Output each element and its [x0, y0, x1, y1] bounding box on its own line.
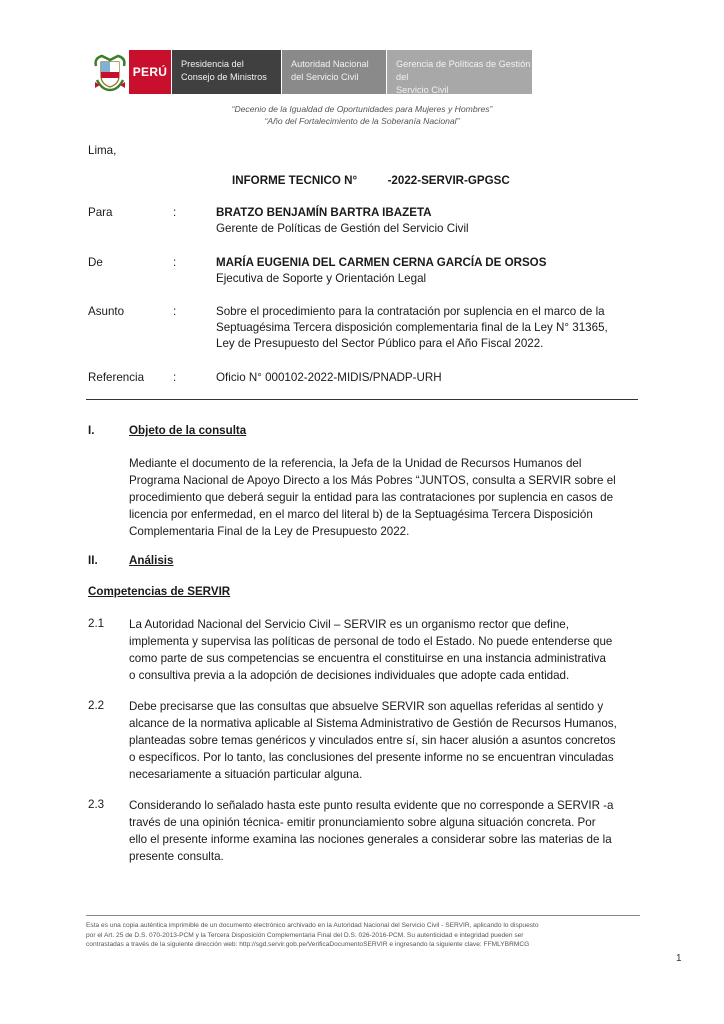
footer-line: Esta es una copia auténtica imprimible de un documento electrónico archivado en la Autoridad Nacional del Servicio Civil - SERVIR, aplicando lo dispuesto	[86, 922, 539, 929]
header-entity-line: Consejo de Ministros	[181, 72, 267, 82]
header-entity-servir	[282, 50, 386, 94]
paragraph-number: 2.3	[88, 798, 105, 811]
informe-code: -2022-SERVIR-GPGSC	[387, 174, 510, 187]
paragraph-line: procedimiento que deberá seguir la entidad para las contrataciones por suplencia en casos de	[129, 491, 614, 504]
footer-line: contrastadas a través de la siguiente dirección web: http://sgd.servir.gob.pe/VerificaDocumentoSERVIR e ingresando la siguiente clave: FFMLYBRMCG	[86, 941, 530, 949]
colon: :	[173, 371, 177, 384]
paragraph-2-2	[129, 698, 637, 783]
para-value	[216, 205, 636, 236]
section-title: Análisis	[129, 554, 174, 567]
asunto-line: Sobre el procedimiento para la contratación por suplencia en el marco de la	[216, 305, 605, 318]
paragraph-2-1	[129, 616, 637, 684]
section-number: II.	[88, 554, 98, 567]
asunto-value	[216, 304, 636, 352]
authenticity-footer	[86, 915, 640, 950]
asunto-line: Ley de Presupuesto del Sector Público para el Año Fiscal 2022.	[216, 337, 544, 350]
para-label: Para	[88, 206, 113, 219]
section-title: Objeto de la consulta	[129, 424, 247, 437]
paragraph-objeto	[129, 455, 637, 540]
header-entity-line: Autoridad Nacional	[291, 59, 369, 69]
de-label: De	[88, 256, 103, 269]
informe-label: INFORME TECNICO N°	[232, 174, 358, 187]
paragraph-line: licencia por enfermedad, en el marco del literal b) de la Septuagésima Tercera Disposición	[129, 508, 593, 521]
referencia-value: Oficio N° 000102-2022-MIDIS/PNADP-URH	[216, 371, 442, 384]
paragraph-line: ello el presente informe examina las nociones generales a considerar sobre las materias de la	[129, 833, 612, 846]
paragraph-line: alcance de la normativa aplicable al Sistema Administrativo de Gestión de Recursos Humanos,	[129, 717, 617, 730]
paragraph-line: Mediante el documento de la referencia, la Jefa de la Unidad de Recursos Humanos del	[129, 457, 582, 470]
paragraph-line: Considerando lo señalado hasta este punto resulta evidente que no corresponde a SERVIR -a	[129, 799, 614, 812]
header-entity-line: del Servicio Civil	[291, 72, 359, 82]
colon: :	[173, 305, 177, 318]
header-entity-gerencia	[387, 50, 532, 94]
header-entity-line: Gerencia de Políticas de Gestión del	[396, 59, 531, 82]
header-entity-line: Presidencia del	[181, 59, 244, 69]
referencia-label: Referencia	[88, 371, 145, 384]
decenio-text: “Decenio de la Igualdad de Oportunidades para Mujeres y Hombres”	[231, 104, 493, 114]
paragraph-2-3	[129, 797, 637, 865]
paragraph-line: o consultiva previa a la adopción de decisiones individuales que adopte cada entidad.	[129, 669, 570, 682]
footer-line: por el Art. 25 de D.S. 070-2013-PCM y la Tercera Disposición Complementaria Final del D.S. 026-2016-PCM. Su autenticidad e integridad pueden ser	[86, 931, 524, 939]
paragraph-line: Complementaria Final de la Ley de Presupuesto 2022.	[129, 525, 410, 538]
header-entity-pcm	[172, 50, 281, 94]
paragraph-number: 2.2	[88, 699, 105, 712]
para-role: Gerente de Políticas de Gestión del Servicio Civil	[216, 221, 469, 235]
peru-logo: PERÚ	[129, 50, 171, 94]
paragraph-line: Debe precisarse que las consultas que absuelve SERVIR son aquellas referidas al sentido y	[129, 700, 604, 713]
paragraph-line: planteadas sobre temas genéricos y vinculados entre sí, sin hacer alusión a asuntos concretos	[129, 734, 616, 747]
subsection-title: Competencias de SERVIR	[88, 585, 231, 598]
paragraph-line: través de una opinión técnica- emitir pronunciamiento sobre alguna situación concreta. Por	[129, 816, 596, 829]
de-role: Ejecutiva de Soporte y Orientación Legal	[216, 271, 427, 285]
header-entity-line: Servicio Civil	[396, 85, 449, 95]
paragraph-number: 2.1	[88, 617, 105, 630]
document-title	[232, 173, 510, 189]
asunto-label: Asunto	[88, 305, 125, 318]
anio-text: “Año del Fortalecimiento de la Soberanía Nacional”	[264, 116, 460, 126]
paragraph-line: La Autoridad Nacional del Servicio Civil – SERVIR es un organismo rector que define,	[129, 618, 569, 631]
colon: :	[173, 256, 177, 269]
para-name: BRATZO BENJAMÍN BARTRA IBAZETA	[216, 206, 432, 219]
header-divider	[86, 399, 638, 400]
paragraph-line: Programa Nacional de Apoyo Directo a los Más Pobres “JUNTOS, consulta a SERVIR sobre el	[129, 474, 616, 487]
colon: :	[173, 206, 177, 219]
page-number: 1	[676, 953, 682, 964]
de-name: MARÍA EUGENIA DEL CARMEN CERNA GARCÍA DE ORSOS	[216, 256, 547, 269]
paragraph-line: como parte de sus competencias se encuentra el constituirse en una instancia administrativa	[129, 652, 606, 665]
city-date: Lima,	[88, 144, 117, 157]
peru-coat-of-arms-icon	[92, 52, 128, 92]
asunto-line: Septuagésima Tercera disposición complementaria final de la Ley N° 31365,	[216, 321, 608, 334]
paragraph-line: necesariamente a situación particular alguna.	[129, 768, 363, 781]
paragraph-line: implementa y supervisa las políticas de personal de todo el Estado. No puede entenderse que	[129, 635, 613, 648]
section-number: I.	[88, 424, 95, 437]
official-year-names	[0, 103, 724, 127]
paragraph-line: presente consulta.	[129, 850, 224, 863]
paragraph-line: o específicos. Por lo tanto, las conclusiones del presente informe no se encuentran vinculadas	[129, 751, 614, 764]
de-value	[216, 255, 636, 286]
